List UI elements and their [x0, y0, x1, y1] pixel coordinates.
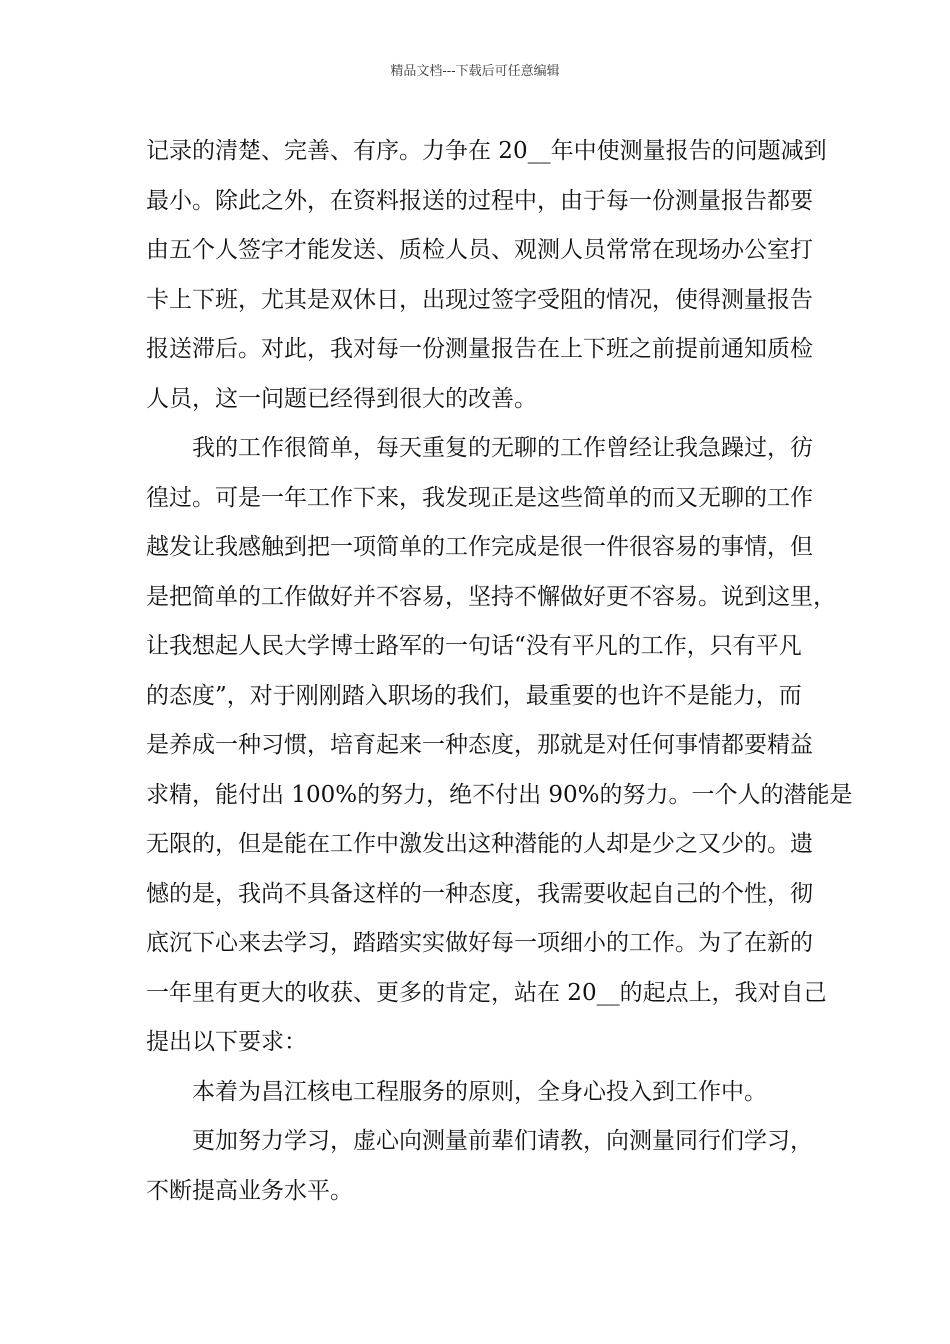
- text-line: 报送滞后。对此，我对每一份测量报告在上下班之前提前通知质检: [146, 336, 813, 362]
- text-line: 卡上下班，尤其是双休日，出现过签字受阻的情况，使得测量报告: [146, 286, 813, 313]
- text-line: 不断提高业务水平。: [146, 1177, 353, 1204]
- text-line: 徨过。可是一年工作下来，我发现正是这些简单的而又无聊的工作: [146, 484, 813, 511]
- text-line: 无限的，但是能在工作中激发出这种潜能的人却是少之又少的。遗: [146, 831, 813, 857]
- text-line: 记录的清楚、完善、有序。力争在 20__年中使测量报告的问题减到: [146, 138, 827, 164]
- text-line: 让我想起人民大学博士路军的一句话“没有平凡的工作，只有平凡: [146, 633, 802, 659]
- text-line: 憾的是，我尚不具备这样的一种态度，我需要收起自己的个性，彻: [146, 880, 813, 907]
- text-line: 人员，这一问题已经得到很大的改善。: [146, 385, 537, 412]
- text-line: 提出以下要求：: [146, 1029, 307, 1055]
- text-line: 是养成一种习惯，培育起来一种态度，那就是对任何事情都要精益: [146, 732, 813, 758]
- text-line: 是把简单的工作做好并不容易，坚持不懈做好更不容易。说到这里，: [146, 583, 836, 610]
- page-header: 精品文档---下载后可任意编辑: [390, 64, 560, 79]
- text-line: 求精，能付出 100%的努力，绝不付出 90%的努力。一个人的潜能是: [146, 781, 853, 808]
- text-line: 我的工作很简单，每天重复的无聊的工作曾经让我急躁过，彷: [192, 435, 813, 461]
- text-line: 更加努力学习，虚心向测量前辈们请教，向测量同行们学习，: [192, 1128, 813, 1154]
- text-line: 的态度”，对于刚刚踏入职场的我们，最重要的也许不是能力，而: [146, 682, 802, 709]
- text-line: 底沉下心来去学习，踏踏实实做好每一项细小的工作。为了在新的: [146, 930, 813, 956]
- text-line: 一年里有更大的收获、更多的肯定，站在 20__的起点上，我对自己: [146, 979, 827, 1006]
- text-line: 最小。除此之外，在资料报送的过程中，由于每一份测量报告都要: [146, 187, 813, 214]
- document-body: [146, 131, 853, 1220]
- text-line: 本着为昌江核电工程服务的原则，全身心投入到工作中。: [192, 1078, 767, 1105]
- text-line: 由五个人签字才能发送、质检人员、观测人员常常在现场办公室打: [146, 237, 813, 263]
- text-line: 越发让我感触到把一项简单的工作完成是很一件很容易的事情，但: [146, 534, 813, 560]
